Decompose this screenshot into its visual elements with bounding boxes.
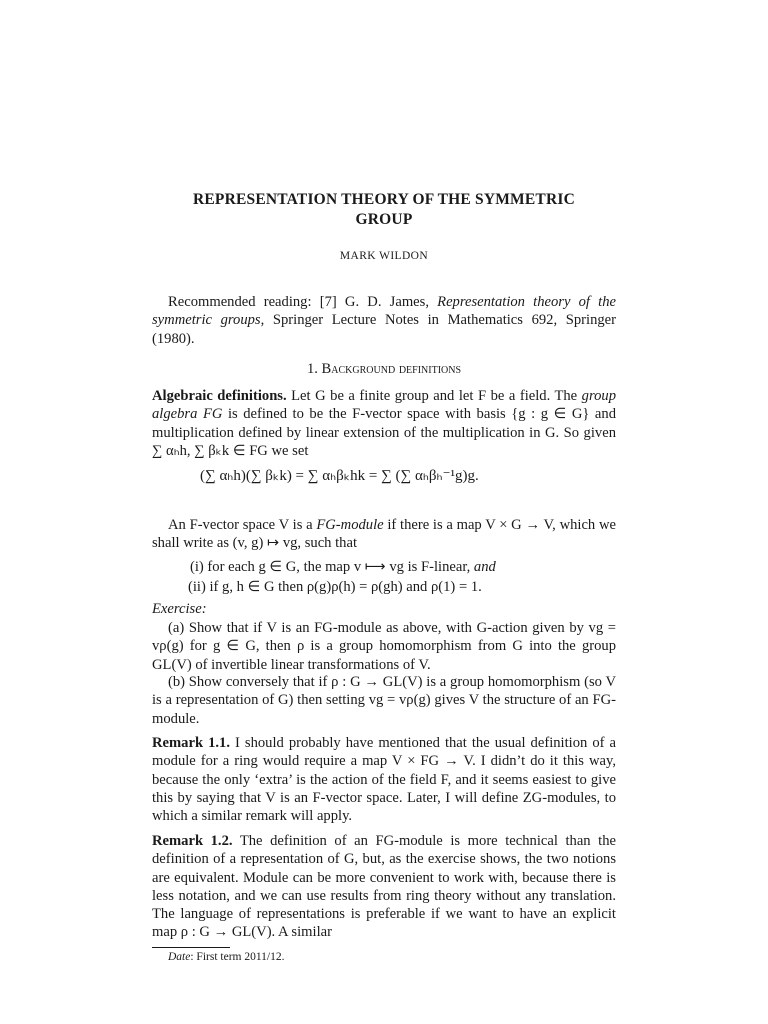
remark-1-1-text: I should probably have mentioned that the usual definition of a module for a ring would require a map V × FG → V. I didn’t do it this way, because the only ‘extra’ is the action of the field F, and it seems easiest to give this by saying that V is an F-vector space. Later, I will define ZG-modules, to which a similar remark will apply. (152, 735, 616, 825)
section-title: Background definitions (321, 361, 462, 377)
remark-1-1-heading: Remark 1.1. (152, 735, 230, 751)
reading-book-title: Representation theory of the symmetric groups (152, 294, 616, 329)
remark-1-2-text: The definition of an FG-module is more technical than the definition of a representation of G, but, as the exercise shows, the two notions are equivalent. Module can be more convenient to work with, because there is less notation, and we can use results from ring theory without any translation. The language of representations is preferable if we want to have an explicit map ρ : G → GL(V). A similar (152, 833, 616, 941)
condition-i (190, 558, 496, 576)
recommended-reading (152, 293, 616, 348)
paper-title (150, 190, 618, 230)
multiplication-equation: (∑ αₕh)(∑ βₖk) = ∑ αₕβₖhk = ∑ (∑ αₕβₕ⁻¹g)g. (200, 468, 479, 484)
algebraic-heading: Algebraic definitions. (152, 388, 287, 404)
exercise-label (152, 600, 616, 618)
algebraic-text-a: Let G be a finite group and let F be a field. The (286, 388, 582, 404)
reading-text-b: , Springer Lecture Notes in Mathematics 692, Springer (1980). (152, 312, 616, 347)
algebraic-definitions-paragraph (152, 387, 616, 460)
condition-i-text: (i) for each g ∈ G, the map v ⟼ vg is F-linear, (190, 559, 474, 575)
remark-1-2 (152, 832, 616, 942)
module-definition-paragraph (152, 516, 616, 553)
section-number: 1. (306, 361, 318, 377)
section-heading (152, 361, 616, 378)
algebraic-text-b: is defined to be the F-vector space with basis {g : g ∈ G} and multiplication defined by linear extension of the multiplication in G. So given ∑ αₕh, ∑ βₖk ∈ FG we set (152, 406, 616, 459)
module-text-b: if there is a map V × G → V, which we shall write as (v, g) ↦ vg, such that (152, 517, 616, 552)
condition-i-and: and (473, 559, 496, 575)
exercise-label-text: Exercise: (152, 601, 207, 617)
module-text-a: An F-vector space V is a (168, 517, 317, 533)
remark-1-1 (152, 734, 616, 825)
footnote-rule (152, 947, 230, 948)
exercise-part-a: (a) Show that if V is an FG-module as above, with G-action given by vg = vρ(g) for g ∈ G, then ρ is a group homomorphism from G into the group GL(V) of invertible linear transformations of V. (152, 620, 616, 673)
footnote-text: : First term 2011/12. (190, 951, 285, 963)
fg-module-term: FG-module (316, 517, 384, 533)
group-algebra-term: group algebra FG (152, 388, 616, 423)
title-line-2: GROUP (355, 211, 413, 228)
remark-1-2-heading: Remark 1.2. (152, 833, 233, 849)
condition-ii: (ii) if g, h ∈ G then ρ(g)ρ(h) = ρ(gh) and ρ(1) = 1. (188, 579, 482, 595)
paper-author: MARK WILDON (339, 250, 429, 262)
title-line-1: REPRESENTATION THEORY OF THE SYMMETRIC (193, 191, 575, 208)
footnote-label: Date (168, 951, 191, 963)
exercise-part-b: (b) Show conversely that if ρ : G → GL(V) is a group homomorphism (so V is a representation of G) then setting vg = vρ(g) gives V the structure of an FG-module. (152, 674, 616, 727)
footnote (168, 951, 285, 963)
reading-text-a: Recommended reading: [7] G. D. James, (168, 294, 438, 310)
